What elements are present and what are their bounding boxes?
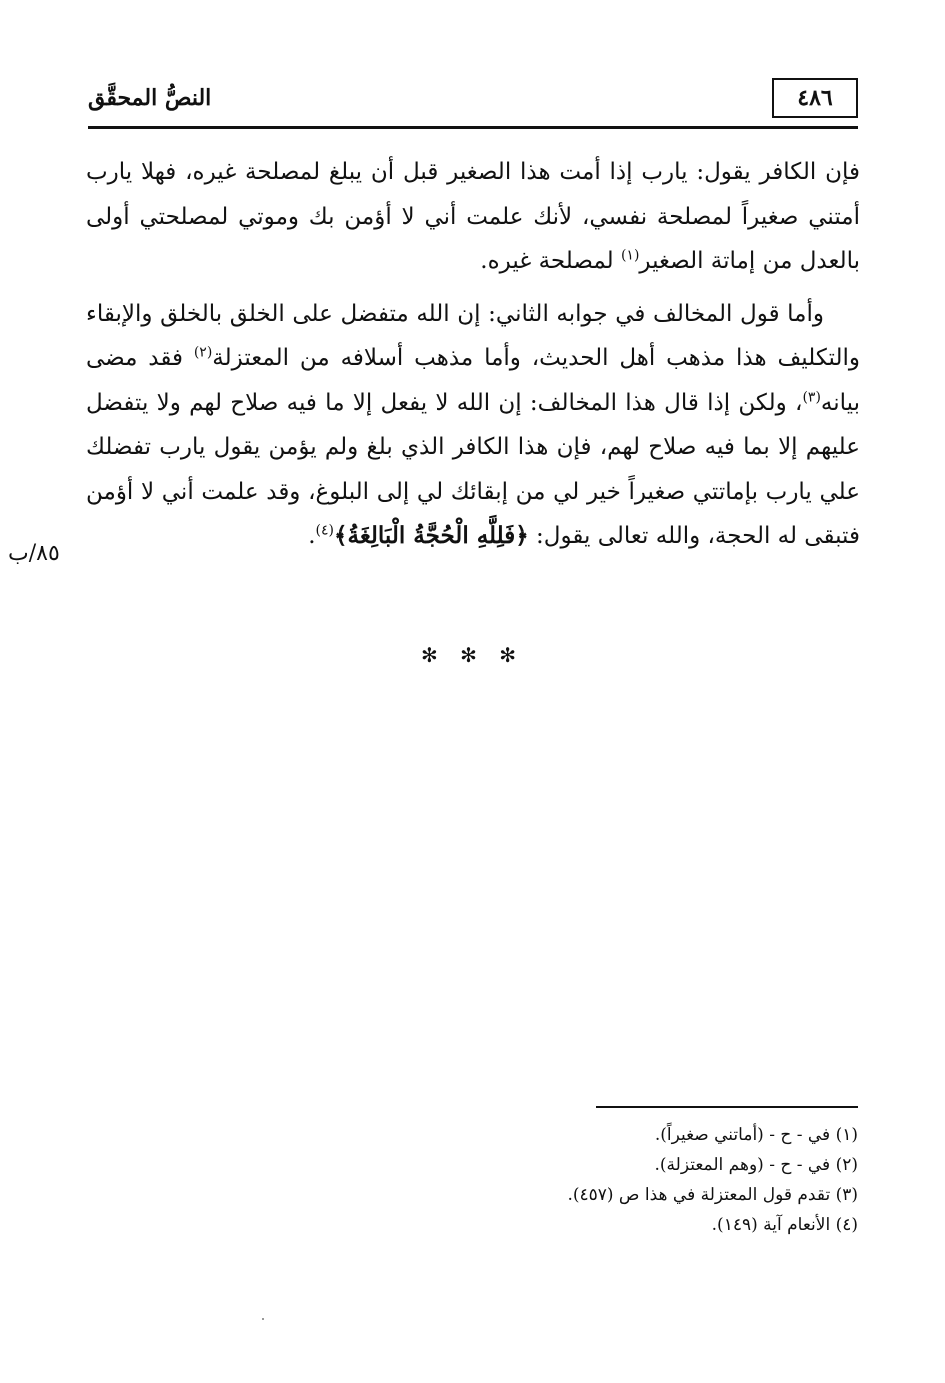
paragraph-2 (86, 292, 860, 559)
footnote-1: (١) في - ح - (أماتني صغيراً). (654, 1125, 858, 1145)
header-rule (88, 126, 858, 129)
manuscript-folio-note: ٨٥/ب (8, 541, 60, 566)
paragraph-2-text-c: ، ولكن إذا قال هذا المخالف: إن الله لا يفعل إلا ما فيه صلاح لهم ولا يتفضل عليهم إلا بما فيه صلاح لهم، فإن هذا الكافر الذي بلغ ولم يؤمن يقول يارب تفضلك علي يارب بإماتتي صغيراً خير لي من إبقائك لي إلى البلوغ، وقد علمت أني لا أؤمن فتبقى له الحجة، والله تعالى يقول: (86, 389, 860, 549)
quran-verse: ﴿فَلِلَّهِ الْحُجَّةُ الْبَالِغَةُ﴾ (334, 522, 529, 549)
footnote-3: (٣) تقدم قول المعتزلة في هذا ص (٤٥٧). (567, 1185, 858, 1205)
paragraph-2-text-a: وأما قول المخالف في جوابه الثاني: إن الله متفضل على الخلق بالخلق والإبقاء والتكليف هذا مذهب أهل الحديث، وأما مذهب أسلافه من المعتزلة (86, 300, 860, 371)
footnote-ref-1[interactable]: (١) (620, 247, 640, 264)
footnotes (400, 1120, 858, 1240)
main-text (86, 150, 860, 559)
footnote-2: (٢) في - ح - (وهم المعتزلة). (654, 1155, 858, 1175)
paragraph-1-tail: لمصلحة غيره. (480, 248, 621, 274)
paragraph-1 (86, 150, 860, 284)
footnote-ref-2[interactable]: (٢) (193, 344, 213, 361)
footnote-ref-3[interactable]: (٣) (802, 388, 821, 405)
footnote-rule (596, 1106, 858, 1108)
paragraph-1-text: فإن الكافر يقول: يارب إذا أمت هذا الصغير قبل أن يبلغ لمصلحة غيره، فهلا يارب أمتني صغيراً لمصلحة نفسي، لأنك علمت أني لا أؤمن بك وموتي لمصلحتي أولى بالعدل من إماتة الصغير (86, 159, 860, 274)
paragraph-2-text-b: فقد مضى بيانه (86, 345, 860, 416)
running-title: النصُّ المحقَّق (88, 85, 212, 111)
page-header (88, 78, 858, 126)
page-number: ٤٨٦ (797, 85, 833, 111)
scan-speck (262, 1318, 264, 1320)
section-separator: ✻ ✻ ✻ (421, 643, 524, 667)
footnote-ref-4[interactable]: (٤) (315, 522, 335, 539)
footnote-4: (٤) الأنعام آية (١٤٩). (711, 1215, 858, 1235)
page-number-box (772, 78, 858, 118)
paragraph-2-end: . (308, 523, 316, 549)
